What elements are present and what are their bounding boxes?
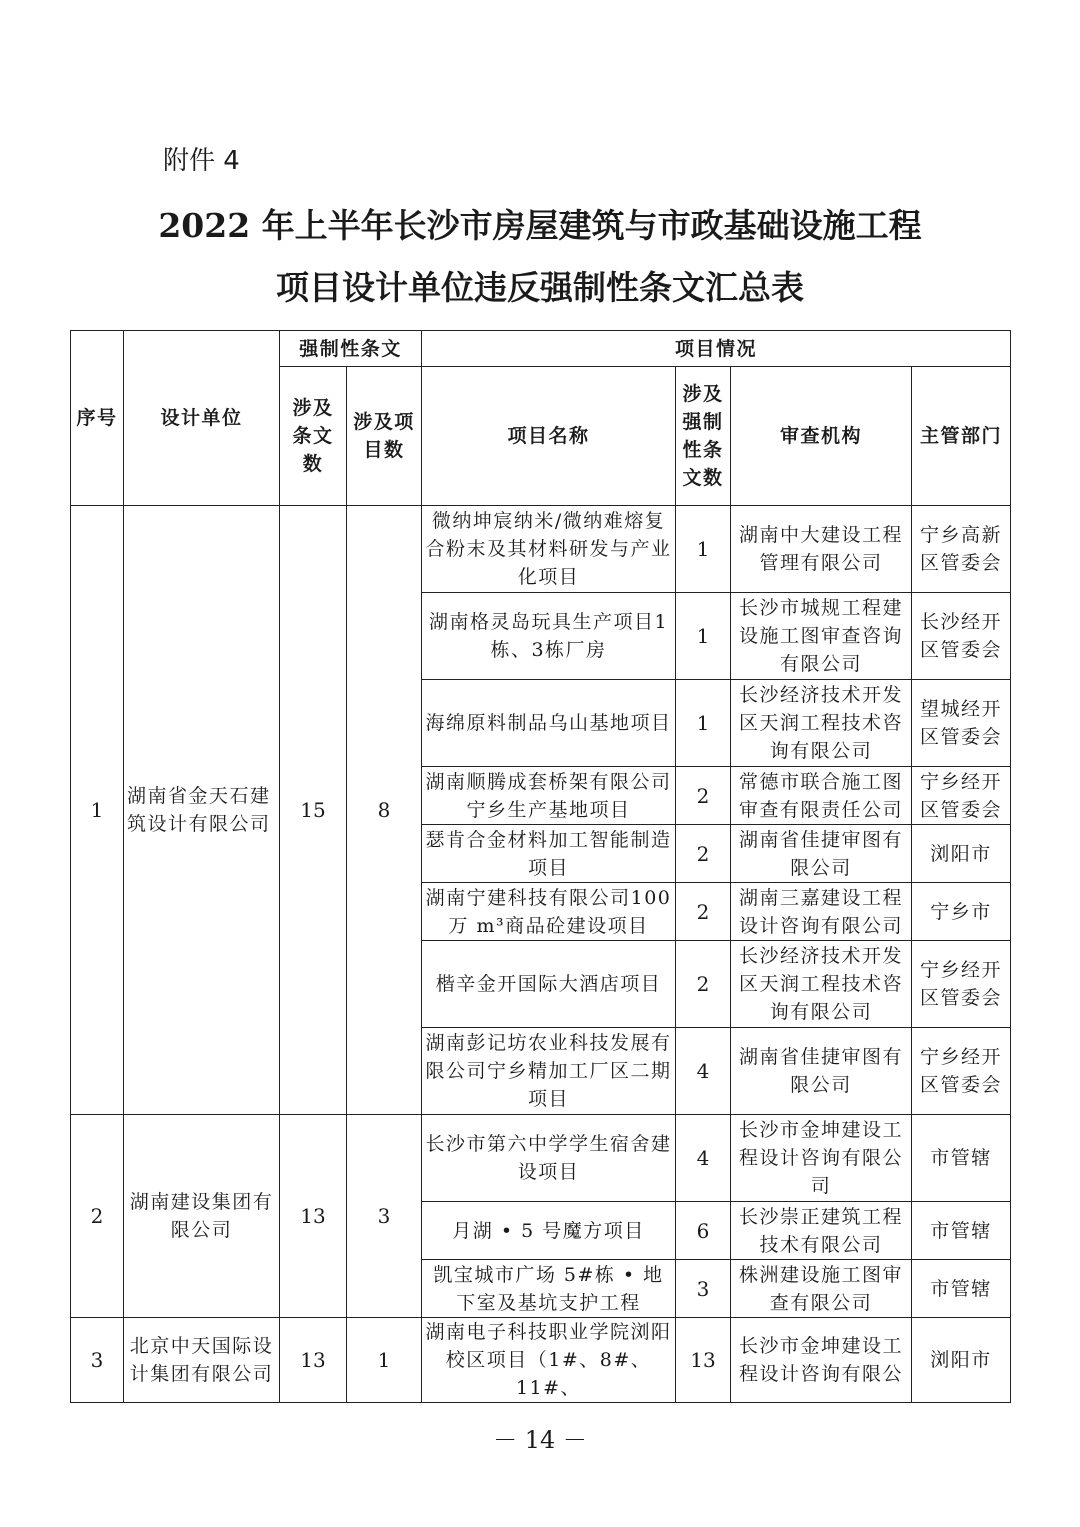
review-org-cell: 长沙市金坤建设工程设计咨询有限公司 (731, 1115, 912, 1202)
table-row (71, 1115, 1011, 1202)
table-row (71, 1318, 1011, 1403)
department-cell: 市管辖 (912, 1115, 1011, 1202)
review-org-cell: 常德市联合施工图审查有限责任公司 (731, 767, 912, 825)
department-cell: 市管辖 (912, 1260, 1011, 1318)
review-org-cell: 长沙市金坤建设工程设计咨询有限公 (731, 1318, 912, 1403)
header-project-info: 项目情况 (422, 331, 1011, 367)
project-clause-count-cell: 2 (676, 767, 731, 825)
table-body (71, 331, 1011, 1403)
header-seq: 序号 (71, 331, 124, 506)
review-org-cell: 株洲建设施工图审查有限公司 (731, 1260, 912, 1318)
project-name-cell: 湖南宁建科技有限公司100 万 m³商品砼建设项目 (422, 883, 676, 941)
department-cell: 宁乡经开区管委会 (912, 941, 1011, 1028)
project-clause-count-cell: 1 (676, 680, 731, 767)
table-row (71, 506, 1011, 593)
project-clause-count-cell: 2 (676, 941, 731, 1028)
department-cell: 市管辖 (912, 1202, 1011, 1260)
project-name-cell: 湖南电子科技职业学院浏阳校区项目（1#、8#、11#、 (422, 1318, 676, 1403)
clause-count-cell: 13 (280, 1115, 347, 1318)
department-cell: 宁乡经开区管委会 (912, 1028, 1011, 1115)
project-clause-count-cell: 3 (676, 1260, 731, 1318)
project-clause-count-cell: 13 (676, 1318, 731, 1403)
review-org-cell: 湖南中大建设工程管理有限公司 (731, 506, 912, 593)
document-title-line1: 2022 年上半年长沙市房屋建筑与市政基础设施工程 (158, 206, 922, 245)
project-name-cell: 瑟肯合金材料加工智能制造项目 (422, 825, 676, 883)
header-mandatory-clauses: 强制性条文 (280, 331, 422, 367)
review-org-cell: 湖南省佳捷审图有限公司 (731, 825, 912, 883)
summary-table (70, 330, 1011, 1403)
design-unit-cell: 湖南省金天石建筑设计有限公司 (124, 506, 280, 1115)
department-cell: 宁乡高新区管委会 (912, 506, 1011, 593)
design-unit-cell: 北京中天国际设计集团有限公司 (124, 1318, 280, 1403)
header-design-unit: 设计单位 (124, 331, 280, 506)
department-cell: 浏阳市 (912, 825, 1011, 883)
seq-cell: 3 (71, 1318, 124, 1403)
review-org-cell: 长沙市城规工程建设施工图审查咨询有限公司 (731, 593, 912, 680)
header-project-clause-count: 涉及强制性条文数 (676, 367, 731, 506)
project-clause-count-cell: 1 (676, 593, 731, 680)
department-cell: 望城经开区管委会 (912, 680, 1011, 767)
review-org-cell: 长沙经济技术开发区天润工程技术咨询有限公司 (731, 941, 912, 1028)
header-project-count: 涉及项目数 (347, 367, 422, 506)
design-unit-cell: 湖南建设集团有限公司 (124, 1115, 280, 1318)
review-org-cell: 湖南省佳捷审图有限公司 (731, 1028, 912, 1115)
review-org-cell: 湖南三嘉建设工程设计咨询有限公司 (731, 883, 912, 941)
project-clause-count-cell: 6 (676, 1202, 731, 1260)
project-clause-count-cell: 1 (676, 506, 731, 593)
project-name-cell: 月湖 • 5 号魔方项目 (422, 1202, 676, 1260)
department-cell: 宁乡经开区管委会 (912, 767, 1011, 825)
department-cell: 宁乡市 (912, 883, 1011, 941)
clause-count-cell: 13 (280, 1318, 347, 1403)
project-name-cell: 湖南格灵岛玩具生产项目1栋、3栋厂房 (422, 593, 676, 680)
header-review-org: 审查机构 (731, 367, 912, 506)
project-count-cell: 8 (347, 506, 422, 1115)
attachment-label: 附件 4 (163, 146, 240, 176)
department-cell: 长沙经开区管委会 (912, 593, 1011, 680)
seq-cell: 1 (71, 506, 124, 1115)
project-clause-count-cell: 2 (676, 825, 731, 883)
page-number: － 14 － (493, 1426, 587, 1454)
seq-cell: 2 (71, 1115, 124, 1318)
review-org-cell: 长沙经济技术开发区天润工程技术咨询有限公司 (731, 680, 912, 767)
header-project-name: 项目名称 (422, 367, 676, 506)
project-clause-count-cell: 2 (676, 883, 731, 941)
project-name-cell: 楷辛金开国际大酒店项目 (422, 941, 676, 1028)
project-name-cell: 湖南顺腾成套桥架有限公司宁乡生产基地项目 (422, 767, 676, 825)
review-org-cell: 长沙崇正建筑工程技术有限公司 (731, 1202, 912, 1260)
project-name-cell: 湖南彭记坊农业科技发展有限公司宁乡精加工厂区二期项目 (422, 1028, 676, 1115)
project-name-cell: 微纳坤宸纳米/微纳难熔复合粉末及其材料研发与产业化项目 (422, 506, 676, 593)
document-title-line2: 项目设计单位违反强制性条文汇总表 (276, 268, 804, 307)
header-clause-count: 涉及条文数 (280, 367, 347, 506)
project-clause-count-cell: 4 (676, 1028, 731, 1115)
project-count-cell: 3 (347, 1115, 422, 1318)
project-name-cell: 凯宝城市广场 5#栋 • 地下室及基坑支护工程 (422, 1260, 676, 1318)
project-count-cell: 1 (347, 1318, 422, 1403)
project-clause-count-cell: 4 (676, 1115, 731, 1202)
clause-count-cell: 15 (280, 506, 347, 1115)
project-name-cell: 海绵原料制品乌山基地项目 (422, 680, 676, 767)
project-name-cell: 长沙市第六中学学生宿舍建设项目 (422, 1115, 676, 1202)
department-cell: 浏阳市 (912, 1318, 1011, 1403)
header-department: 主管部门 (912, 367, 1011, 506)
